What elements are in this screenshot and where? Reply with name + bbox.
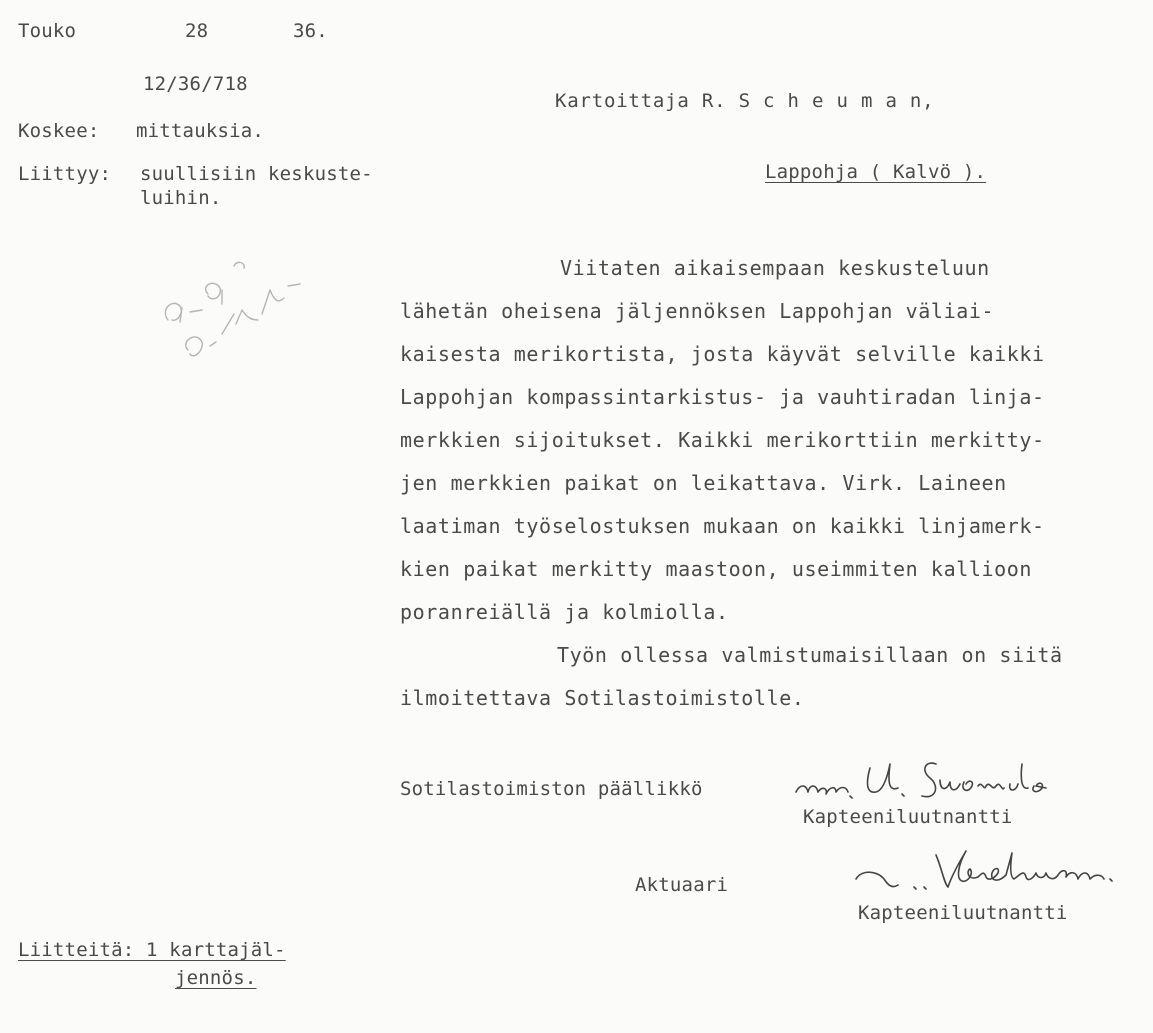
body-line-4: Lappohjan kompassintarkistus- ja vauhtiradan linja- [400, 385, 1045, 409]
body-line-7: laatiman työselostuksen mukaan on kaikki linjamerk- [400, 514, 1045, 538]
body-line-11: ilmoitettava Sotilastoimistolle. [400, 686, 805, 710]
attachments-line-1: Liitteitä: 1 karttajäl- [18, 939, 286, 961]
body-line-5: merkkien sijoitukset. Kaikki merikorttiin merkitty- [400, 428, 1045, 452]
related-label: Liittyy: [18, 163, 112, 185]
body-line-2: lähetän oheisena jäljennöksen Lappohjan väliai- [400, 299, 995, 323]
related-text-line-2: luihin. [140, 187, 222, 209]
clerk-handwritten-signature [848, 845, 1128, 907]
body-line-10: Työn ollessa valmistumaisillaan on siitä [557, 643, 1063, 667]
recipient-place: Lappohja ( Kalvö ). [765, 161, 987, 183]
body-line-3: kaisesta merikortista, josta käyvät selville kaikki [400, 342, 1045, 366]
related-text-line-1: suullisiin keskuste- [140, 163, 373, 185]
pencil-margin-note [150, 250, 320, 400]
date-day: 28 [185, 20, 209, 42]
attachments-line-2: jennös. [175, 967, 257, 989]
clerk-title: Kapteeniluutnantti [858, 902, 1068, 924]
subject-label: Koskee: [18, 120, 100, 142]
date-year: 36. [293, 20, 328, 42]
clerk-signature-label: Aktuaari [635, 874, 729, 896]
body-line-9: poranreiällä ja kolmiolla. [400, 600, 729, 624]
chief-signature-label: Sotilastoimiston päällikkö [400, 778, 703, 800]
body-line-1: Viitaten aikaisempaan keskusteluun [560, 256, 990, 280]
body-line-6: jen merkkien paikat on leikattava. Virk. Laineen [400, 471, 1007, 495]
chief-title: Kapteeniluutnantti [803, 806, 1013, 828]
body-line-8: kien paikat merkitty maastoon, useimmiten kallioon [400, 557, 1033, 581]
date-month: Touko [18, 20, 77, 42]
recipient-name: Kartoittaja R. S c h e u m a n, [555, 90, 935, 112]
reference-number: 12/36/718 [143, 73, 248, 95]
subject-text: mittauksia. [136, 120, 265, 142]
